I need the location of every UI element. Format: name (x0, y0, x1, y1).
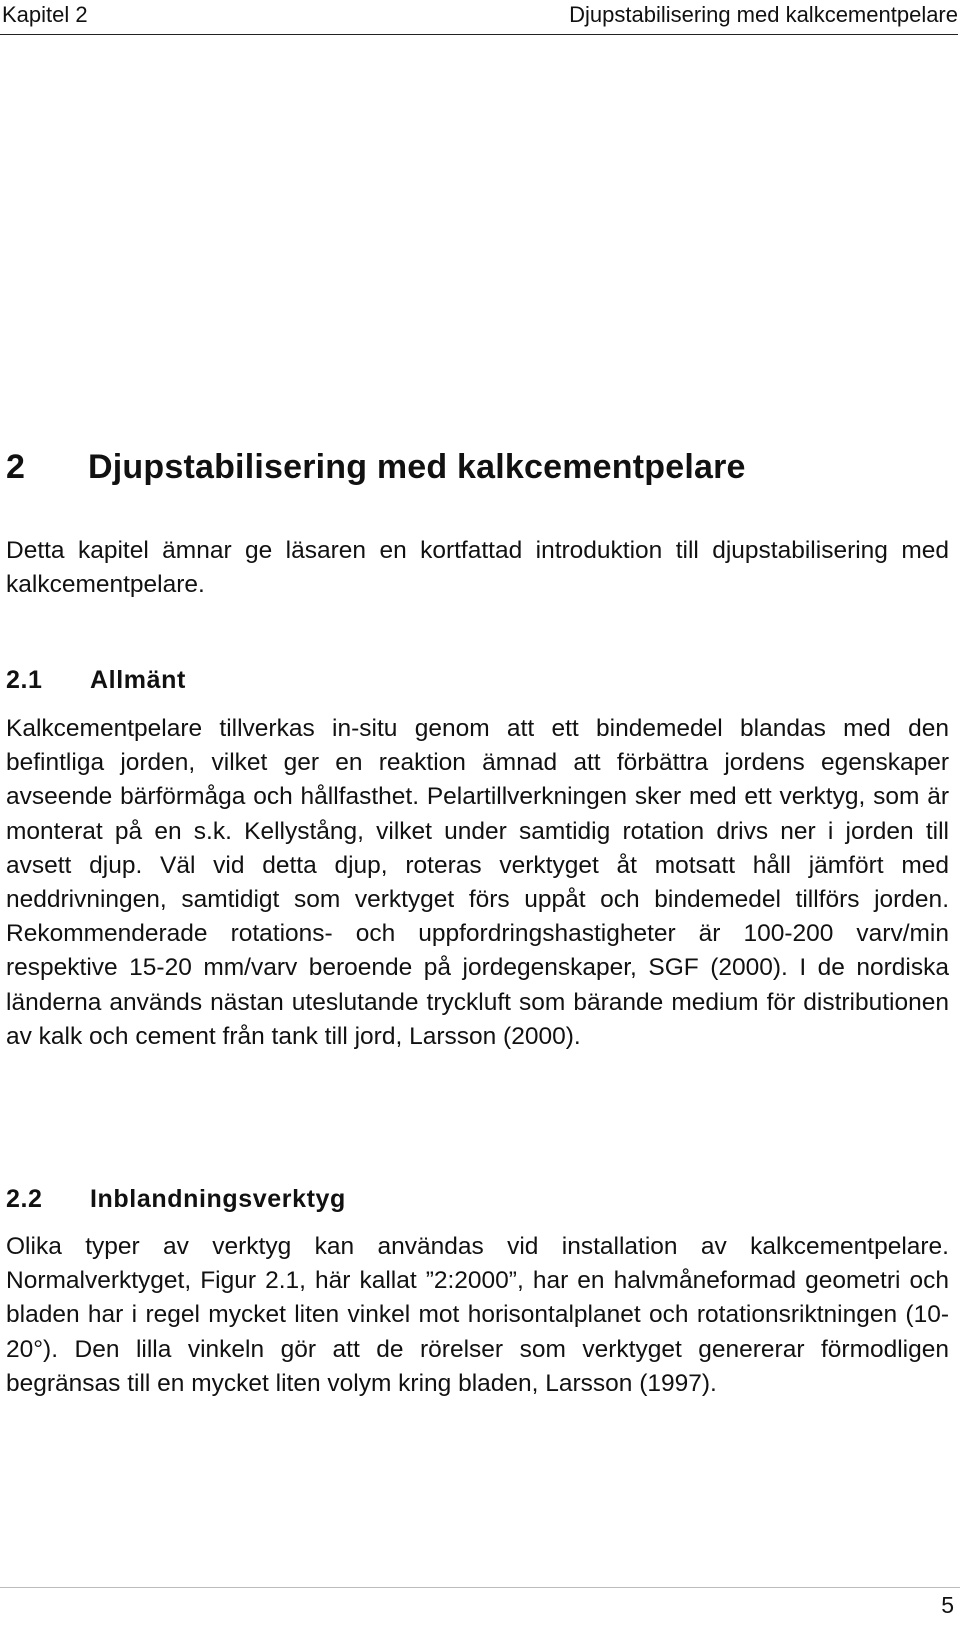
header-running-title: Djupstabilisering med kalkcementpelare (569, 2, 958, 27)
chapter-title: Djupstabilisering med kalkcementpelare (88, 448, 746, 486)
header-chapter: Kapitel 2 (2, 2, 88, 27)
section-number: 2.2 (6, 1185, 43, 1213)
footer-rule (0, 1587, 960, 1588)
section-heading-2-2 (6, 1185, 346, 1214)
section-2-2-paragraph: Olika typer av verktyg kan användas vid installation av kalkcementpelare. Normalverktyget, Figur 2.1, här kallat ”2:2000”, har en halvmåneformad geometri och bladen har i regel mycket liten vinkel mot horisontalplanet och rotationsriktningen (10-20°). Den lilla vinkeln gör att de rörelser som verktyget genererar förmodligen begränsas till en mycket liten volym kring bladen, Larsson (1997). (6, 1233, 949, 1397)
section-title: Inblandningsverktyg (90, 1185, 346, 1213)
section-number: 2.1 (6, 666, 43, 694)
section-2-1-paragraph: Kalkcementpelare tillverkas in-situ genom att ett bindemedel blandas med den befintliga jorden, vilket ger en reaktion ämnad att förbättra jordens egenskaper avseende bärförmåga och hållfasthet. Pelartillverkningen sker med ett verktyg, som är monterat på en s.k. Kellystång, vilket under samtidig rotation drivs ner i jorden till avsett djup. Väl vid detta djup, roteras verktyget åt motsatt håll jämfört med neddrivningen, samtidigt som verktyget förs uppåt och bindemedel tillförs jorden. Rekommenderade rotations- och uppfordringshastigheter är 100-200 varv/min respektive 15-20 mm/varv beroende på jordegenskaper, SGF (2000). I de nordiska länderna används nästan uteslutande tryckluft som bärande medium för distributionen av kalk och cement från tank till jord, Larsson (2000). (6, 715, 949, 1050)
intro-paragraph: Detta kapitel ämnar ge läsaren en kortfattad introduktion till djupstabilisering med kalkcementpelare. (6, 537, 949, 599)
running-header (0, 0, 958, 35)
page-number: 5 (941, 1592, 954, 1618)
section-heading-2-1 (6, 666, 186, 695)
chapter-number: 2 (6, 448, 26, 486)
chapter-heading (6, 448, 746, 487)
section-title: Allmänt (90, 666, 186, 694)
